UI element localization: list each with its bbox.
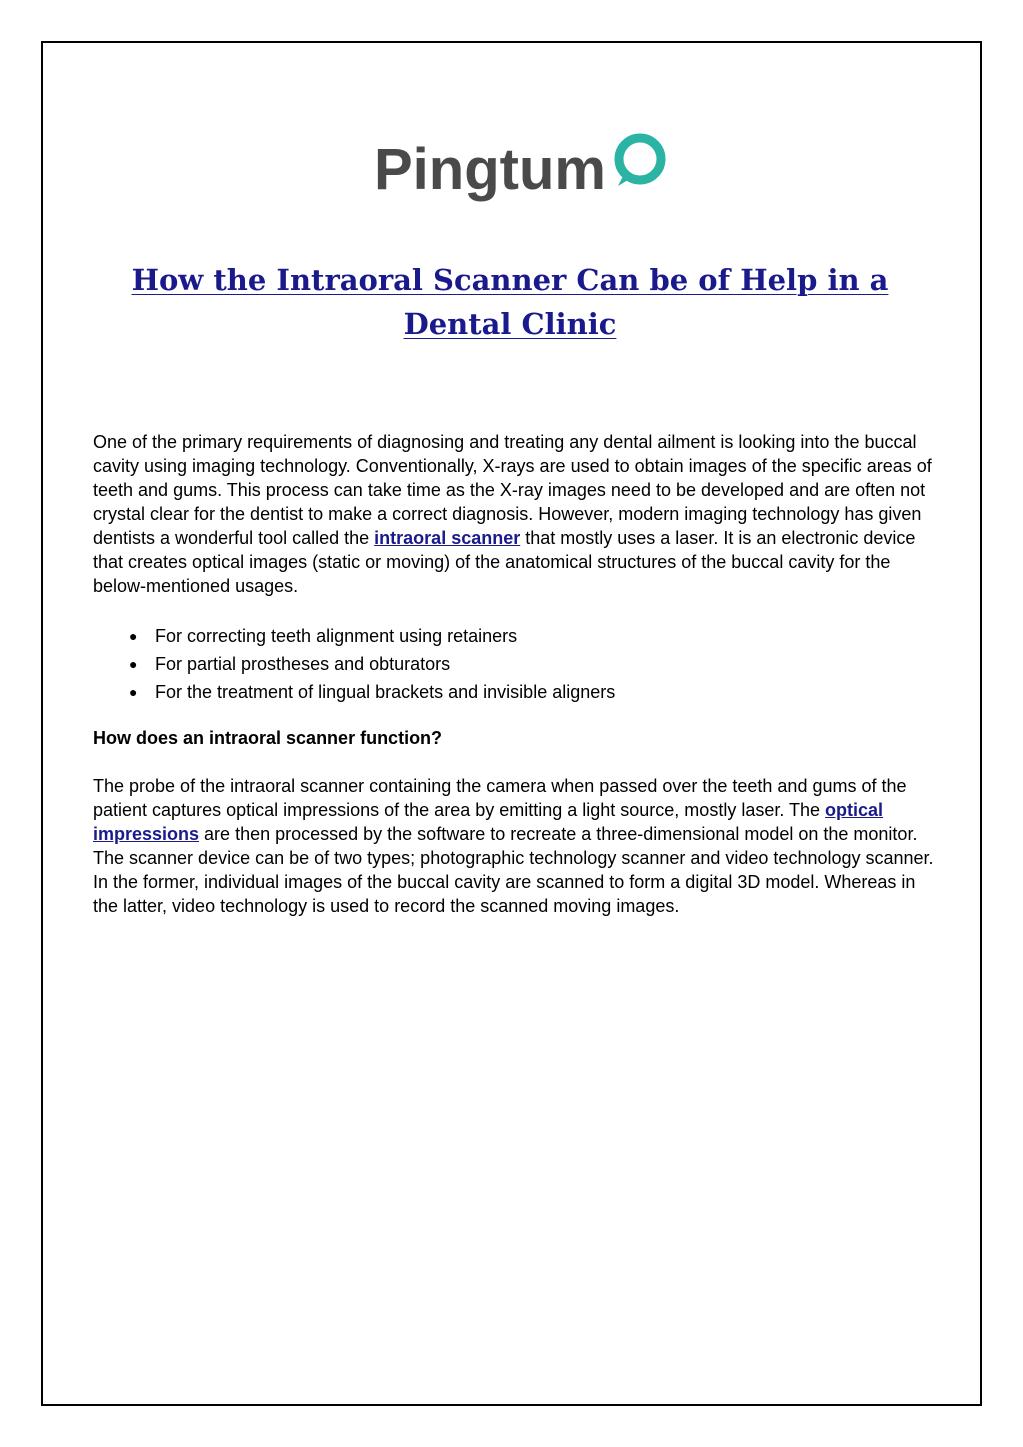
usage-item-text: For the treatment of lingual brackets and invisible aligners: [155, 682, 616, 702]
usage-list: [93, 622, 943, 706]
intro-text-after-link: that mostly uses a laser. It is an electronic device that creates optical images (static or moving) of the anatomical structures of the buccal cavity for the below-mentioned usages.: [93, 528, 916, 596]
document-title: [52, 258, 968, 346]
list-item: [93, 622, 943, 650]
intraoral-scanner-link[interactable]: intraoral scanner: [374, 528, 521, 548]
logo-ring-icon: [619, 138, 661, 180]
bullet-icon: ●: [129, 656, 138, 672]
bullet-icon: ●: [129, 628, 138, 644]
list-item: [93, 678, 943, 706]
intro-paragraph: [93, 430, 943, 598]
pingtum-logo: [334, 96, 674, 216]
function-paragraph: [93, 774, 943, 918]
usage-item-text: For partial prostheses and obturators: [155, 654, 451, 674]
usage-item-text: For correcting teeth alignment using retainers: [155, 626, 518, 646]
optical-impressions-link[interactable]: optical impressions: [93, 800, 884, 844]
function-text-after-link: are then processed by the software to recreate a three-dimensional model on the monitor. The scanner device can be of two types; photographic technology scanner and video technology scanner. In the former, individual images of the buccal cavity are scanned to form a digital 3D model. Whereas in the latter, video technology is used to record the scanned moving images.: [93, 824, 934, 916]
logo-wordmark: Pingtum: [374, 137, 606, 202]
list-item: [93, 650, 943, 678]
section-heading: How does an intraoral scanner function?: [93, 728, 443, 748]
article-body: [93, 430, 943, 918]
document-title-line-1: How the Intraoral Scanner Can be of Help in a: [131, 263, 889, 297]
document-title-line-2: Dental Clinic: [403, 307, 617, 341]
intro-text-before-link: One of the primary requirements of diagnosing and treating any dental ailment is looking into the buccal cavity using imaging technology. Conventionally, X-rays are used to obtain images of the specific areas of teeth and gums. This process can take time as the X-ray images need to be developed and are often not crystal clear for the dentist to make a correct diagnosis. However, modern imaging technology has given dentists a wonderful tool called the: [93, 432, 932, 548]
function-text-before-link: The probe of the intraoral scanner containing the camera when passed over the teeth and gums of the patient captures optical impressions of the area by emitting a light source, mostly laser. The: [93, 776, 907, 820]
bullet-icon: ●: [129, 684, 138, 700]
